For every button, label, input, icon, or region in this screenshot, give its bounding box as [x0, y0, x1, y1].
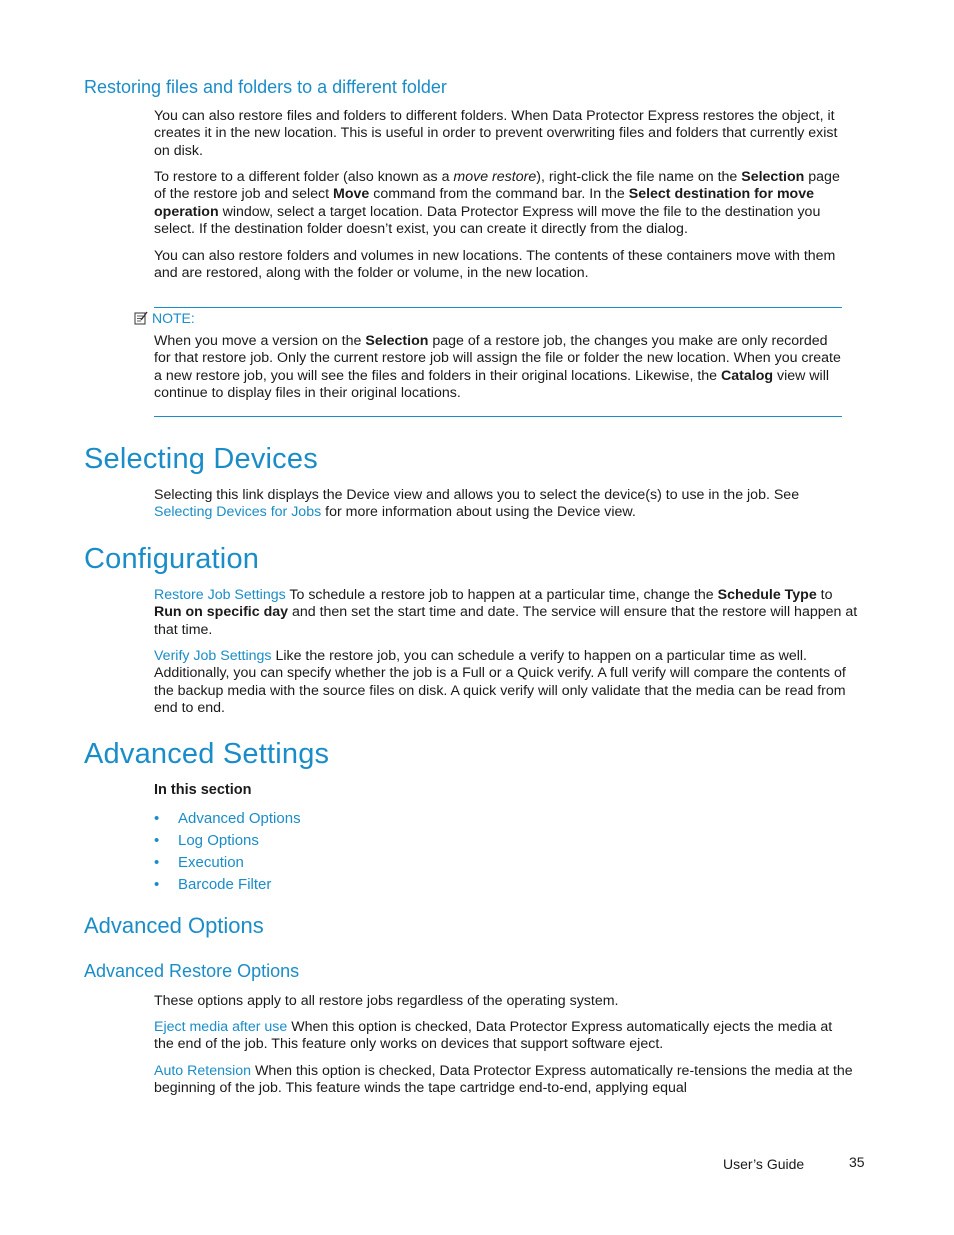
note-pencil-icon — [134, 311, 148, 325]
list-item — [154, 874, 301, 896]
paragraph-move-restore: To restore to a different folder (also known as a move restore), right-click the file name on the Selection page of the restore job and select Move command from the command bar. In the Select destination for move operation window, select a target location. Data Protector Express will move the file to the destination you select. If the destination folder doesn’t exist, you can create it directly from the dialog. — [154, 169, 840, 238]
link-barcode-filter[interactable]: Barcode Filter — [178, 876, 272, 893]
section-link-list — [154, 808, 301, 896]
link-log-options[interactable]: Log Options — [178, 832, 259, 849]
term-restore-job-settings: Restore Job Settings — [154, 587, 286, 603]
paragraph-verify-job-settings: Verify Job Settings Like the restore job, you can schedule a verify to happen on a particular time as well. Additionally, you can specify whether the job is a Full or a Quick verify. A full verify will compare the contents of the backup media with the source files on disk. A quick verify will only validate that the media can be read from end to end. — [154, 648, 846, 717]
link-advanced-options[interactable]: Advanced Options — [178, 810, 301, 827]
heading-advanced-settings: Advanced Settings — [84, 738, 330, 770]
note-label — [134, 310, 195, 326]
note-body: When you move a version on the Selection page of a restore job, the changes you make are only recorded for that restore job. Only the current restore job will assign the file or folder the new location. When you create a new restore job, you will see the files and folders in their original locations. Likewise, the Catalog view will continue to display files in their original locations. — [154, 333, 841, 402]
paragraph-auto-retension: Auto Retension When this option is checked, Data Protector Express automatically re-tensions the media at the beginning of the job. This feature winds the tape cartridge end-to-end, applying equal — [154, 1063, 853, 1097]
term-eject-media: Eject media after use — [154, 1019, 288, 1035]
link-execution[interactable]: Execution — [178, 854, 244, 871]
list-item — [154, 808, 301, 830]
bullet: • — [154, 876, 160, 893]
list-item — [154, 830, 301, 852]
bullet: • — [154, 810, 160, 827]
heading-selecting-devices: Selecting Devices — [84, 443, 318, 475]
heading-configuration: Configuration — [84, 543, 260, 575]
paragraph-advanced-intro: These options apply to all restore jobs regardless of the operating system. — [154, 993, 619, 1009]
heading-advanced-options: Advanced Options — [84, 913, 264, 938]
note-label-text: NOTE: — [152, 310, 195, 326]
note-top-rule — [154, 307, 842, 308]
link-selecting-devices-for-jobs[interactable]: Selecting Devices for Jobs — [154, 504, 322, 521]
paragraph-restore-job-settings: Restore Job Settings To schedule a restore job to happen at a particular time, change the Schedule Type to Run on specific day and then set the start time and date. The service will ensure that the restore will happen at that time. — [154, 587, 858, 638]
subsection-heading-restore-different-folder: Restoring files and folders to a different folder — [84, 77, 447, 97]
paragraph-selecting-devices: Selecting this link displays the Device view and allows you to select the device(s) to use in the job. See Selecting Devices for Jobs for more information about using the Device view. — [154, 487, 800, 521]
term-verify-job-settings: Verify Job Settings — [154, 648, 272, 664]
in-this-section-label: In this section — [154, 782, 252, 798]
footer-page-number: 35 — [849, 1154, 865, 1170]
paragraph-restore-intro: You can also restore files and folders to different folders. When Data Protector Express restores the object, it creates it in the new location. This is useful in order to prevent overwriting files and folders that currently exist on disk. — [154, 108, 838, 159]
term-auto-retension: Auto Retension — [154, 1063, 252, 1079]
heading-advanced-restore-options: Advanced Restore Options — [84, 961, 300, 981]
paragraph-eject-media: Eject media after use When this option is checked, Data Protector Express automatically ejects the media at the end of the job. This feature only works on devices that support software eject. — [154, 1019, 833, 1053]
paragraph-folders-volumes: You can also restore folders and volumes in new locations. The contents of these containers move with them and are restored, along with the folder or volume, in the new location. — [154, 248, 836, 282]
note-bottom-rule — [154, 416, 842, 417]
bullet: • — [154, 832, 160, 849]
list-item — [154, 852, 301, 874]
footer-guide-title: User’s Guide — [723, 1156, 805, 1172]
bullet: • — [154, 854, 160, 871]
